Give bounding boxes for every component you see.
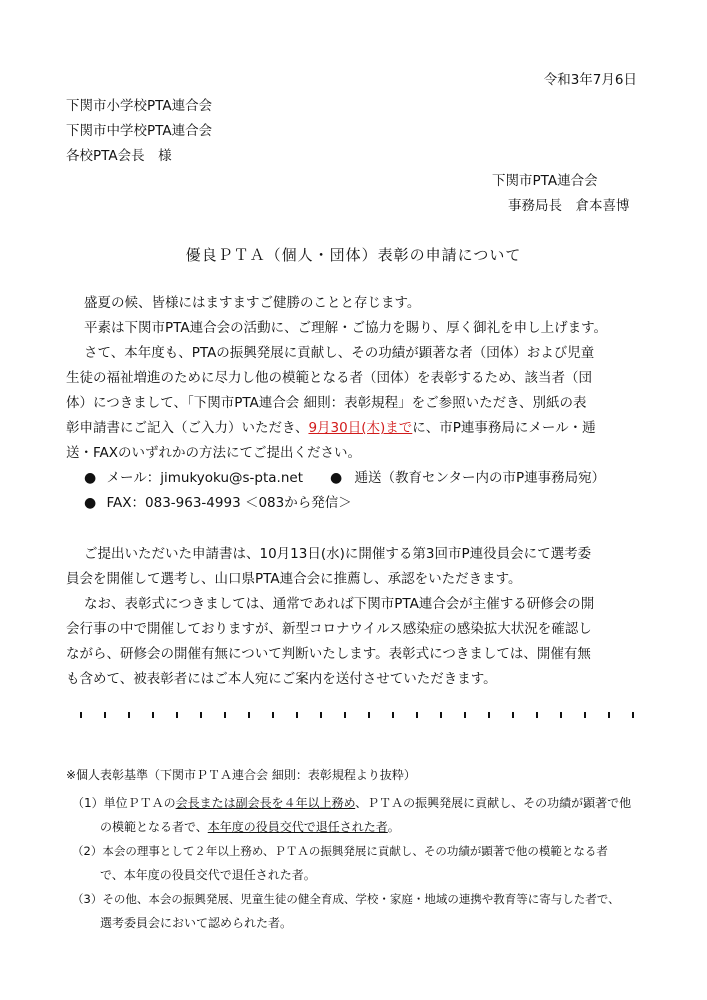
ceremony-line-3: ながら、研修会の開催有無について判断いたします。表彰式につきましては、開催有無 [66,646,591,662]
bullet-icon: ● [330,470,343,486]
recipient-presidents: 各校PTA会長 様 [66,148,172,164]
criteria-2-line-1: （2）本会の理事として２年以上務め、ＰＴＡの振興発展に貢献し、その功績が顕著で他の模範となる者 [72,844,608,858]
ceremony-line-1: なお、表彰式につきましては、通常であれば下関市PTA連合会が主催する研修会の開 [84,596,595,612]
selection-line-1: ご提出いただいた申請書は、10月13日(水)に開催する第3回市P連役員会にて選考委 [84,546,592,562]
criteria-1-prefix: （1）単位ＰＴＡの [72,796,176,810]
thanks-paragraph: 平素は下関市PTA連合会の活動に、ご理解・ご協力を賜り、厚く御礼を申し上げます。 [84,320,607,336]
request-line-5: 送・FAXのいずれかの方法にてご提出ください。 [66,445,362,461]
selection-line-2: 員会を開催して選考し、山口県PTA連合会に推薦し、承認をいただきます。 [66,571,522,587]
criteria-2-line-2: で、本年度の役員交代で退任された者。 [100,868,316,882]
bullet-icon: ● [84,495,97,511]
bullet-icon: ● [84,470,97,486]
dash-divider [66,712,638,718]
request-line-2: 生徒の福祉増進のために尽力し他の模範となる者（団体）を表彰するため、該当者（団 [66,370,592,386]
request-line-4-start: 彰申請書にご記入（ご入力）いただき、 [66,420,309,436]
sender-org: 下関市PTA連合会 [492,173,598,189]
criteria-1-term: 会長または副会長を４年以上務め [175,796,356,810]
request-line-4-end: に、市P連事務局にメール・逓 [412,420,596,436]
recipient-junior-high: 下関市中学校PTA連合会 [66,123,213,139]
method-mail-text: メール：jimukyoku@s-pta.net [106,470,303,486]
request-line-1: さて、本年度も、PTAの振興発展に貢献し、その功績が顕著な者（団体）および児童 [84,345,595,361]
document-date: 令和3年7月6日 [543,72,637,88]
method-delivery-text: 逓送（教育センター内の市P連事務局宛） [354,470,606,486]
method-delivery [330,468,605,488]
criteria-1-suffix: 、ＰＴＡの振興発展に貢献し、その功績が顕著で他 [355,796,632,810]
criteria-heading: ※個人表彰基準（下関市ＰＴＡ連合会 細則：表彰規程より抜粋） [66,768,416,782]
method-fax-text: FAX：083-963-4993 ＜083から発信＞ [106,495,352,511]
criteria-1-line-2 [100,819,400,835]
criteria-3-line-2: 選考委員会において認められた者。 [100,916,293,930]
ceremony-line-2: 会行事の中で開催しておりますが、新型コロナウイルス感染症の感染拡大状況を確認し [66,621,592,637]
criteria-1-line-2-prefix: の模範となる者で、 [100,820,208,834]
request-line-4 [66,418,596,438]
deadline-date: 9月30日(木)まで [308,420,413,436]
sender-person: 事務局長 倉本喜博 [508,198,630,214]
method-mail [84,468,303,488]
method-fax [84,493,352,513]
recipient-elementary: 下関市小学校PTA連合会 [66,98,213,114]
criteria-1-line-2-suffix: 。 [387,820,400,834]
criteria-3-line-1: （3）その他、本会の振興発展、児童生徒の健全育成、学校・家庭・地域の連携や教育等に寄与した者で、 [72,892,620,906]
criteria-1-line-1 [72,795,631,811]
criteria-1-retired: 本年度の役員交代で退任された者 [207,820,388,834]
greeting-paragraph: 盛夏の候、皆様にはますますご健勝のことと存じます。 [84,295,421,311]
request-line-3: 体）につきまして、「下関市PTA連合会 細則：表彰規程」をご参照いただき、別紙の表 [66,395,587,411]
ceremony-line-4: も含めて、被表彰者にはご本人宛にご案内を送付させていただきます。 [66,671,497,687]
page-title: 優良ＰＴＡ（個人・団体）表彰の申請について [185,246,522,264]
